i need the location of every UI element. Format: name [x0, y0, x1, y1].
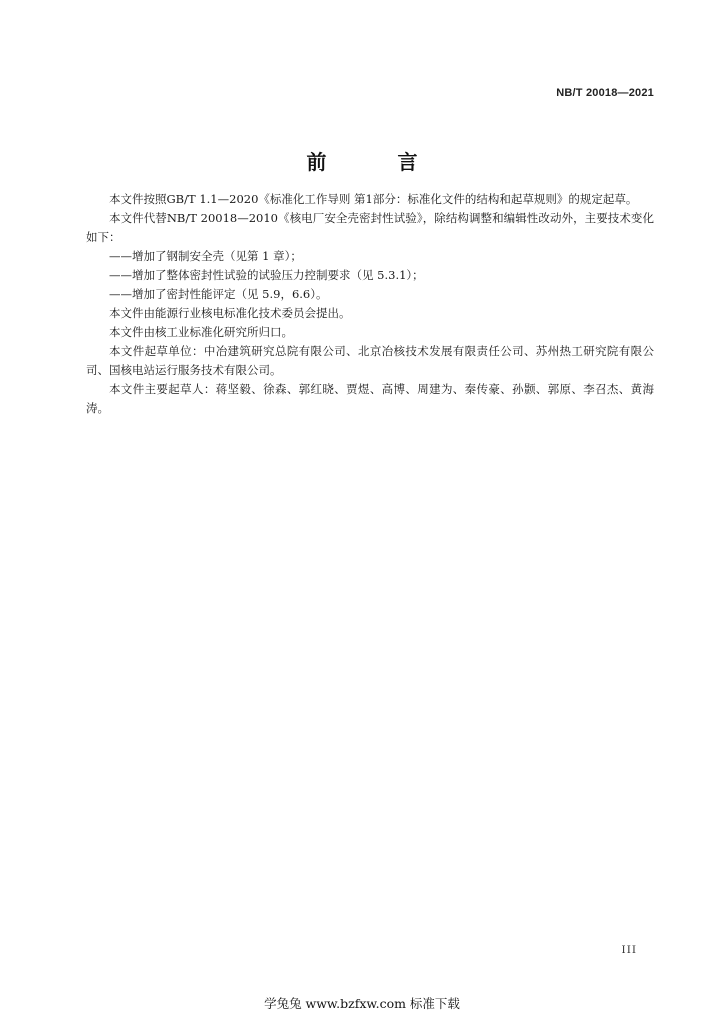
foreword-body — [86, 190, 654, 418]
paragraph-centralized-by: 本文件由核工业标准化研究所归口。 — [109, 325, 293, 339]
paragraph-drafting-rules: 本文件按照GB/T 1.1—2020《标准化工作导则 第1部分：标准化文件的结构和起草规则》的规定起草。 — [109, 192, 638, 206]
change-item-steel-containment: ——增加了钢制安全壳（见第 1 章）； — [109, 249, 302, 263]
page-number: III — [621, 944, 637, 956]
paragraph-replacement: 本文件代替NB/T 20018—2010《核电厂安全壳密封性试验》，除结构调整和编辑性改动外，主要技术变化如下： — [86, 211, 654, 244]
paragraph-drafting-units: 本文件起草单位：中冶建筑研究总院有限公司、北京冶核技术发展有限责任公司、苏州热工研究院有限公司、国核电站运行服务技术有限公司。 — [86, 344, 654, 377]
page-title: 前 言 — [306, 150, 450, 174]
standard-code: NB/T 20018—2021 — [556, 87, 654, 99]
paragraph-proposer: 本文件由能源行业核电标准化技术委员会提出。 — [109, 306, 351, 320]
paragraph-drafters: 本文件主要起草人：蒋坚毅、徐森、郭红晓、贾煜、高博、周建为、秦传豪、孙颢、郭原、李召杰、黄海涛。 — [86, 382, 654, 415]
site-watermark: 学兔兔 www.bzfxw.com 标准下载 — [264, 996, 460, 1011]
change-item-test-pressure: ——增加了整体密封性试验的试验压力控制要求（见 5.3.1）； — [109, 268, 424, 282]
change-item-performance-evaluation: ——增加了密封性能评定（见 5.9，6.6）。 — [109, 287, 328, 301]
